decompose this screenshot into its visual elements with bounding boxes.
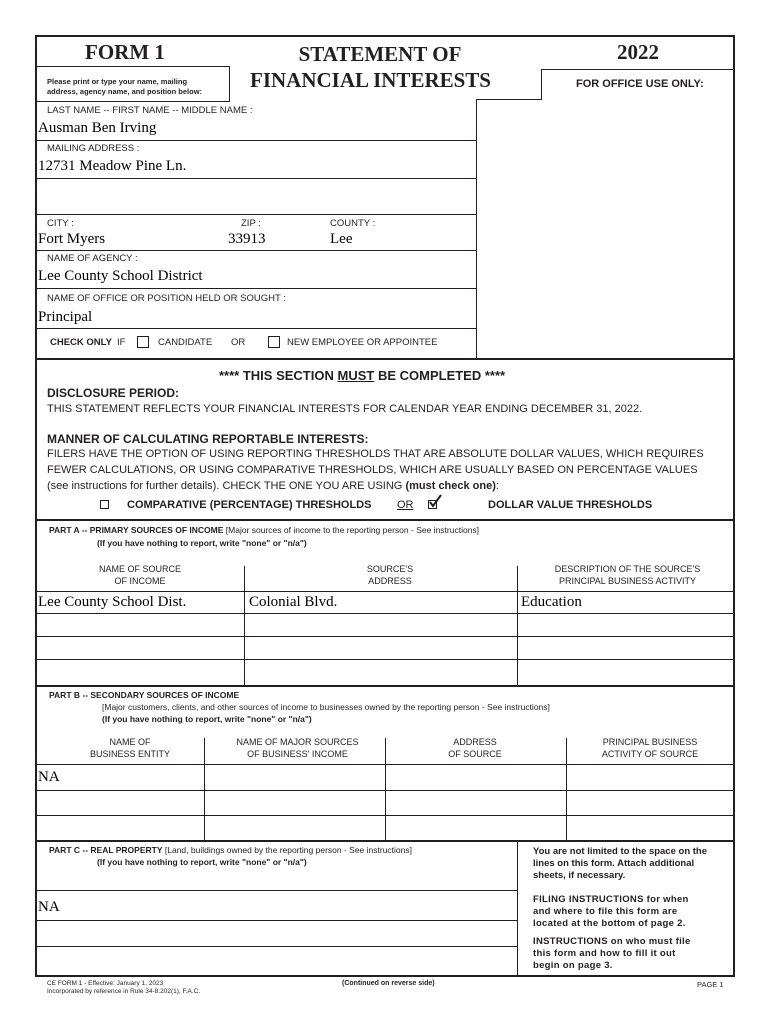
part-c-subtitle: (If you have nothing to report, write "none" or "n/a") [97,857,307,867]
part-a-title: PART A -- PRIMARY SOURCES OF INCOME [Major sources of income to the reporting person - See instructions] [49,525,480,535]
county-field[interactable]: Lee [330,231,353,247]
mailing-label: MAILING ADDRESS : [47,143,140,154]
agency-label: NAME OF AGENCY : [47,253,138,264]
part-a-subtitle: (If you have nothing to report, write "none" or "n/a") [97,538,307,548]
part-a-row1-name[interactable]: Lee County School Dist. [38,594,187,610]
position-field[interactable]: Principal [38,309,93,325]
mailing-address-line2[interactable] [37,214,477,215]
check-only-label: CHECK ONLY [50,337,112,348]
disclosure-title: DISCLOSURE PERIOD: [47,386,180,400]
check-mark-icon [429,495,443,509]
must-complete-heading: **** THIS SECTION MUST BE COMPLETED **** [219,368,506,383]
position-label: NAME OF OFFICE OR POSITION HELD OR SOUGHT : [47,293,286,304]
dollar-checkbox[interactable] [428,500,437,509]
part-c-title: PART C -- REAL PROPERTY [Land, buildings owned by the reporting person - See instructions] [49,845,412,855]
footer-left: CE FORM 1 - Effective: January 1, 2023 Incorporated by reference in Rule 34-8.202(1), F.A.C. [47,980,201,995]
new-employee-checkbox[interactable] [268,336,280,348]
manner-line3: (see instructions for further details). CHECK THE ONE YOU ARE USING (must check one): [47,480,499,492]
county-label: COUNTY : [330,218,376,229]
part-b-col-entity-header: NAME OF BUSINESS ENTITY [89,737,170,759]
agency-field[interactable]: Lee County School District [38,268,203,284]
city-label: CITY : [47,218,74,229]
part-a-row1-address[interactable]: Colonial Blvd. [249,594,338,610]
name-field[interactable]: Ausman Ben Irving [38,120,157,136]
part-b-note: [Major customers, clients, and other sources of income to businesses owned by the reporting person - See instructions] [102,702,550,712]
if-text: IF [117,337,126,348]
manner-line1: FILERS HAVE THE OPTION OF USING REPORTING THRESHOLDS THAT ARE ABSOLUTE DOLLAR VALUES, WHICH REQUIRES [47,448,704,460]
new-employee-label: NEW EMPLOYEE OR APPOINTEE [287,337,438,348]
instruction-text: Please print or type your name, mailing address, agency name, and position below: [47,77,203,96]
space-note: You are not limited to the space on the lines on this form. Attach additional sheets, if necessary. [533,846,708,881]
candidate-checkbox[interactable] [137,336,149,348]
footer-center: (Continued on reverse side) [342,980,435,987]
part-a-row1-activity[interactable]: Education [521,594,582,610]
form-year: 2022 [617,40,659,64]
who-must-file-note: INSTRUCTIONS on who must file this form and how to fill it out begin on page 3. [533,936,691,971]
dollar-label: DOLLAR VALUE THRESHOLDS [488,499,653,511]
form-title-line2: FINANCIAL INTERESTS [250,68,491,92]
candidate-label: CANDIDATE [158,337,213,348]
or-text: OR [231,337,246,348]
form-number: FORM 1 [85,40,165,64]
zip-label: ZIP : [241,218,261,229]
comparative-checkbox[interactable] [100,500,109,509]
manner-title: MANNER OF CALCULATING REPORTABLE INTERESTS: [47,432,369,446]
mailing-address-field[interactable]: 12731 Meadow Pine Ln. [38,158,187,174]
part-b-row1-entity[interactable]: NA [38,769,60,785]
page-number: PAGE 1 [697,980,724,989]
part-b-subtitle: (If you have nothing to report, write "none" or "n/a") [102,714,312,724]
disclosure-text: THIS STATEMENT REFLECTS YOUR FINANCIAL INTERESTS FOR CALENDAR YEAR ENDING DECEMBER 31, 2022. [47,403,643,415]
zip-field[interactable]: 33913 [228,231,266,247]
name-label: LAST NAME -- FIRST NAME -- MIDDLE NAME : [47,105,253,116]
thresholds-or: OR [397,499,414,511]
part-c-row-value[interactable]: NA [38,899,60,915]
part-b-col-activity-header: PRINCIPAL BUSINESS ACTIVITY OF SOURCE [601,737,699,759]
part-b-title: PART B -- SECONDARY SOURCES OF INCOME [49,690,240,700]
manner-line2: FEWER CALCULATIONS, OR USING COMPARATIVE THRESHOLDS, WHICH ARE USUALLY BASED ON PERCENTAGE VALUES [47,464,698,476]
office-use-label: FOR OFFICE USE ONLY: [576,78,704,90]
part-b-col-sources-header: NAME OF MAJOR SOURCES OF BUSINESS' INCOME [236,737,359,759]
part-a-col-address-header: SOURCE'S ADDRESS [366,564,414,586]
part-a-col-activity-header: DESCRIPTION OF THE SOURCE'S PRINCIPAL BUSINESS ACTIVITY [554,564,701,586]
comparative-label: COMPARATIVE (PERCENTAGE) THRESHOLDS [127,499,372,511]
part-b-col-address-header: ADDRESS OF SOURCE [448,737,502,759]
city-field[interactable]: Fort Myers [38,231,106,247]
filing-instructions-note: FILING INSTRUCTIONS for when and where to file this form are located at the bottom of page 2. [533,894,689,929]
form-title-line1: STATEMENT OF [298,42,462,66]
part-a-col-name-header: NAME OF SOURCE OF INCOME [98,564,181,586]
